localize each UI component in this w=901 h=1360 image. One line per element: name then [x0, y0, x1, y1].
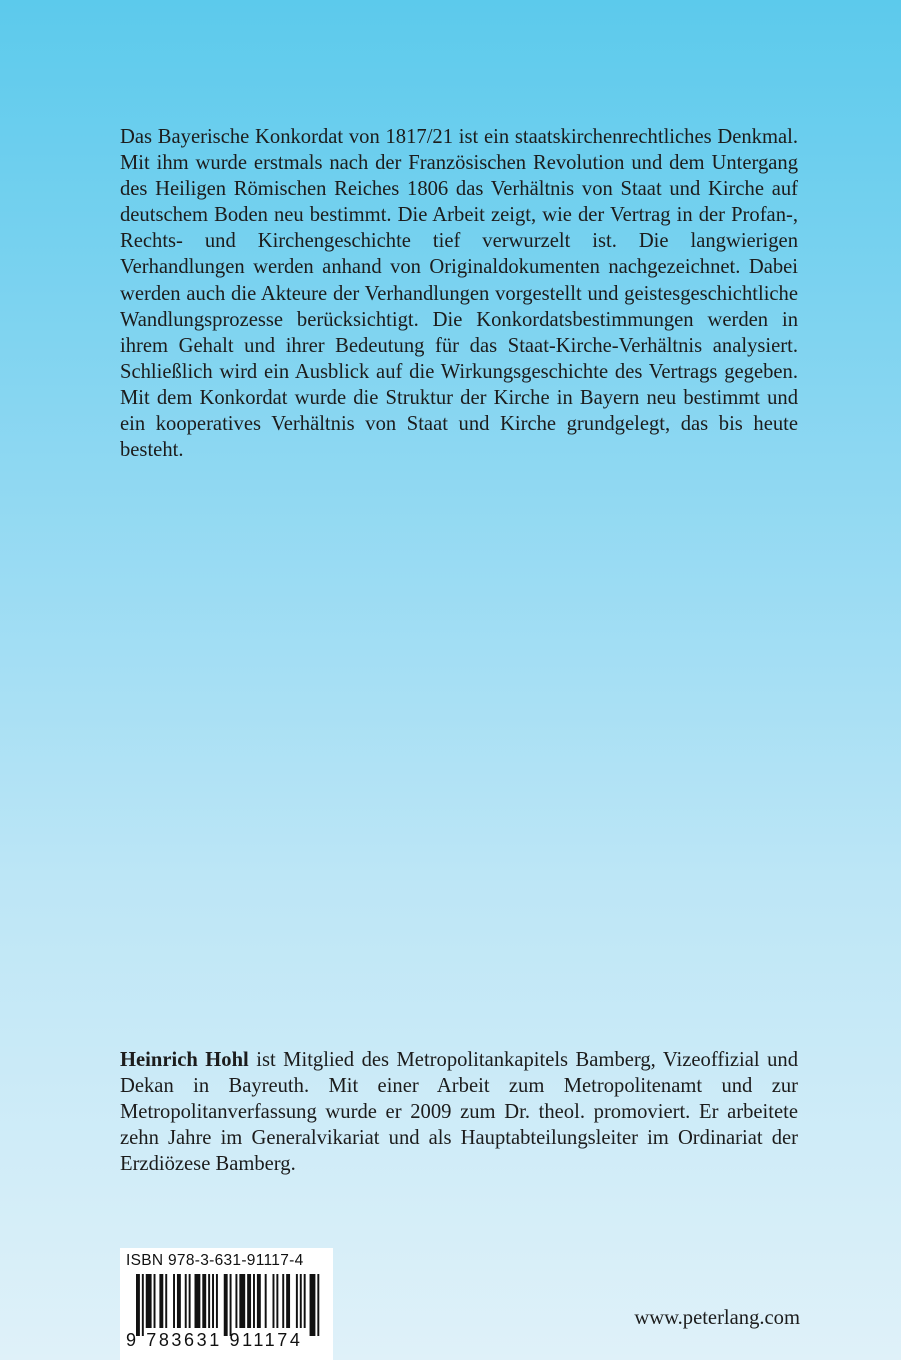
- barcode-bar: [185, 1274, 187, 1328]
- barcode-bar: [230, 1274, 232, 1336]
- barcode-bar: [136, 1274, 140, 1336]
- barcode-bar: [189, 1274, 191, 1328]
- barcode-bar: [159, 1274, 163, 1328]
- barcode-bar: [276, 1274, 278, 1328]
- barcode-bar: [216, 1274, 218, 1328]
- barcode-bar: [310, 1274, 316, 1336]
- barcode-bar: [165, 1274, 167, 1328]
- barcode-bar: [282, 1274, 284, 1328]
- author-bio-paragraph: [120, 1047, 798, 1177]
- barcode-bar: [253, 1274, 255, 1328]
- barcode-bar: [257, 1274, 261, 1328]
- blurb-text: Das Bayerische Konkordat von 1817/21 ist ein staatskirchenrechtliches Denkmal. Mit ihm wurde erstmals nach der Französischen Revolution und dem Untergang des Heiligen Römischen Reiches 1806 das Verhältnis von Staat und Kirche auf deutschem Boden neu bestimmt. Die Arbeit zeigt, wie der Vertrag in der Profan-, Rechts- und Kirchengeschichte tief verwurzelt ist. Die langwierigen Verhandlungen werden anhand von Originaldokumenten nachgezeichnet. Dabei werden auch die Akteure der Verhandlungen vorgestellt und geistesgeschichtliche Wandlungsprozesse berücksichtigt. Die Konkordatsbestimmungen werden in ihrem Gehalt und ihrer Bedeutung für das Staat-Kirche-Verhältnis analysiert. Schließlich wird ein Ausblick auf die Wirkungsgeschichte des Vertrags gegeben. Mit dem Konkordat wurde die Struktur der Kirche in Bayern neu bestimmt und ein kooperatives Verhältnis von Staat und Kirche grundgelegt, das bis heute besteht.: [120, 126, 798, 462]
- barcode-bar: [296, 1274, 298, 1328]
- publisher-url: www.peterlang.com: [634, 1307, 800, 1329]
- barcode-bar: [239, 1274, 245, 1328]
- barcode-bar: [317, 1274, 319, 1336]
- barcode-bar: [146, 1274, 152, 1328]
- barcode-bar: [195, 1274, 201, 1328]
- author-bio: [120, 1047, 798, 1177]
- book-blurb: [120, 124, 798, 463]
- barcode-bar: [265, 1274, 267, 1328]
- barcode-bar: [177, 1274, 181, 1328]
- barcode-digits: 9 783631 911174: [126, 1330, 303, 1350]
- barcode-bar: [224, 1274, 228, 1336]
- barcode-bar: [304, 1274, 306, 1328]
- barcode-bar: [286, 1274, 290, 1328]
- barcode-bar: [212, 1274, 214, 1328]
- barcode-bar: [202, 1274, 206, 1328]
- barcode-bar: [142, 1274, 144, 1336]
- isbn-label: ISBN 978-3-631-91117-4: [126, 1252, 304, 1269]
- barcode-bar: [173, 1274, 175, 1328]
- barcode-bar: [208, 1274, 210, 1328]
- barcode-bar: [273, 1274, 275, 1328]
- barcode-bar: [300, 1274, 302, 1328]
- barcode-bar: [154, 1274, 156, 1328]
- barcode-bar: [247, 1274, 251, 1328]
- author-bio-text: ist Mitglied des Metropolitankapitels Bamberg, Vizeoffizial und Dekan in Bayreuth. Mit einer Arbeit zum Metropolitenamt und zur Metropolitanverfassung wurde er 2009 zum Dr. theol. promoviert. Er arbeitete zehn Jahre im Generalvikariat und als Hauptabteilungsleiter im Ordinariat der Erzdiözese Bamberg.: [120, 1049, 798, 1176]
- isbn-barcode-box: [120, 1248, 333, 1360]
- author-name: Heinrich Hohl: [120, 1049, 249, 1071]
- barcode-bar: [235, 1274, 237, 1328]
